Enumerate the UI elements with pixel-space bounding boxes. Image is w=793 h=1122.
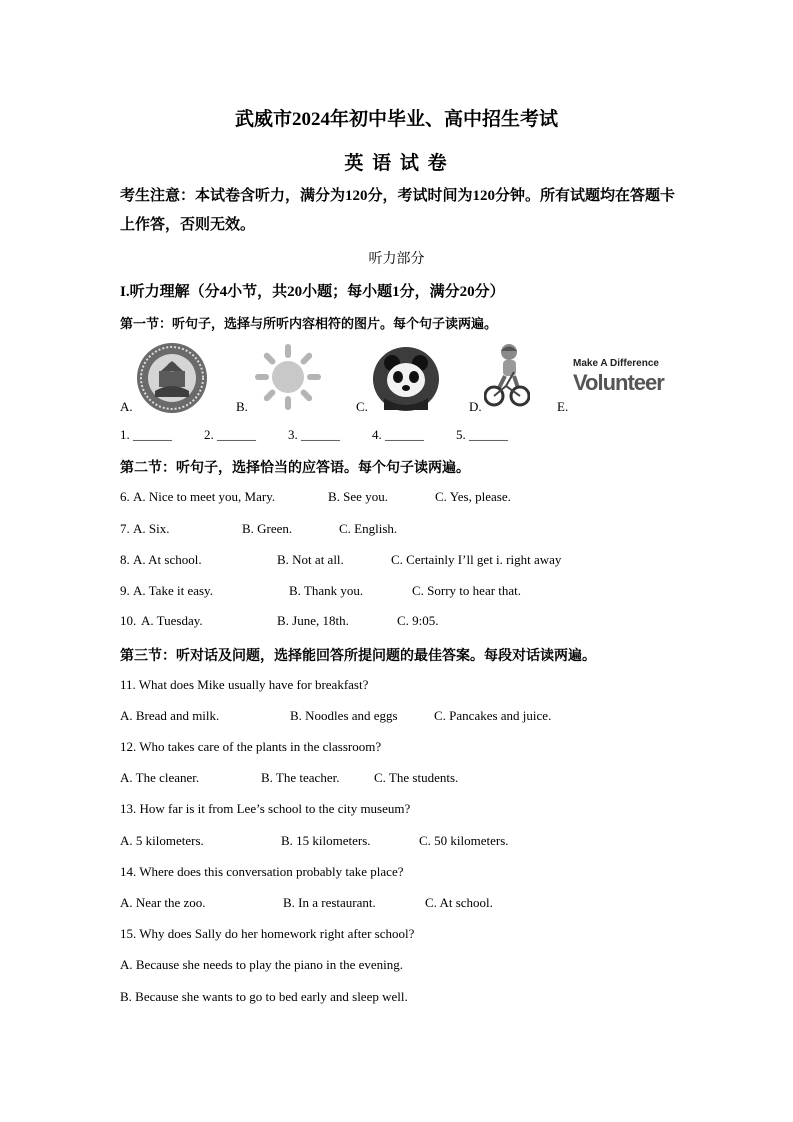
answer-blank-5[interactable]: 5. ______ [456,427,508,442]
question-text: 15. Why does Sally do her homework right after school? [120,926,415,941]
option-c[interactable]: C. Yes, please. [435,489,511,504]
option-c[interactable]: C. 9:05. [397,613,439,628]
option-a[interactable]: A. Nice to meet you, Mary. [133,489,276,504]
question-number: 9. [120,583,130,598]
section1-title: 第一节：听句子，选择与所听内容相符的图片。每个句子读两遍。 [120,316,498,331]
picture-label-a: A. [120,399,133,414]
option-b[interactable]: B. Green. [242,521,293,536]
question-text: 11. What does Mike usually have for breakfast? [120,677,369,692]
section3-title: 第三节：听对话及问题，选择能回答所提问题的最佳答案。每段对话读两遍。 [120,649,596,664]
answer-blank-1[interactable]: 1. ______ [120,427,172,442]
option-b[interactable]: B. Thank you. [289,583,364,598]
option-a[interactable]: A. At school. [133,552,202,567]
option-b[interactable]: B. In a restaurant. [283,895,376,910]
volunteer-logo-word: Volunteer [573,370,664,395]
option-c[interactable]: C. Certainly I’ll get i. right away [391,552,562,567]
volunteer-logo-tagline: Make A Difference [573,358,659,369]
option-c[interactable]: C. At school. [425,895,493,910]
option-b[interactable]: B. 15 kilometers. [281,833,371,848]
answer-blank-3[interactable]: 3. ______ [288,427,340,442]
option-c[interactable]: C. Sorry to hear that. [412,583,522,598]
option-a[interactable]: A. Tuesday. [141,613,203,628]
question-number: 6. [120,489,130,504]
option-a[interactable]: A. Near the zoo. [120,895,206,910]
option-c[interactable]: C. The students. [374,770,459,785]
option-a[interactable]: A. Because she needs to play the piano in the evening. [120,957,404,972]
option-c[interactable]: C. 50 kilometers. [419,833,509,848]
question-number: 7. [120,521,130,536]
question-number: 10. [120,613,137,628]
option-b[interactable]: B. The teacher. [261,770,340,785]
option-b[interactable]: B. Not at all. [277,552,344,567]
exam-title: 武威市2024年初中毕业、高中招生考试 [234,109,558,130]
question-text: 13. How far is it from Lee’s school to the city museum? [120,801,411,816]
option-b[interactable]: B. See you. [328,489,388,504]
sun-icon [253,342,323,412]
option-b[interactable]: B. Noodles and eggs [290,708,398,723]
option-a[interactable]: A. Bread and milk. [120,708,220,723]
option-a[interactable]: A. Six. [133,521,170,536]
option-a[interactable]: A. The cleaner. [120,770,200,785]
section2-title: 第二节：听句子，选择恰当的应答语。每个句子读两遍。 [120,461,470,476]
section-i-title: I.听力理解（分4小节，共20小题；每小题1分，满分20分） [120,284,505,300]
option-b[interactable]: B. June, 18th. [277,613,349,628]
volunteer-logo-icon [573,358,665,410]
picture-label-d: D. [469,399,482,414]
seal-emblem-icon [135,341,209,415]
question-text: 12. Who takes care of the plants in the classroom? [120,739,382,754]
option-a[interactable]: A. 5 kilometers. [120,833,204,848]
listening-part-title: 听力部分 [368,252,425,267]
picture-label-b: B. [236,399,248,414]
option-b[interactable]: B. Because she wants to go to bed early and sleep well. [120,989,408,1004]
answer-blank-2[interactable]: 2. ______ [204,427,256,442]
question-number: 8. [120,552,130,567]
answer-blank-4[interactable]: 4. ______ [372,427,424,442]
option-a[interactable]: A. Take it easy. [133,583,213,598]
option-c[interactable]: C. Pancakes and juice. [434,708,552,723]
picture-label-e: E. [557,399,569,414]
option-c[interactable]: C. English. [339,521,398,536]
question-text: 14. Where does this conversation probably take place? [120,864,404,879]
exam-notice: 考生注意：本试卷含听力，满分为120分，考试时间为120分钟。所有试题均在答题卡上作答，否则无效。 [120,188,676,233]
panda-icon [372,346,440,412]
picture-label-c: C. [356,399,368,414]
exam-subtitle: 英 语 试 卷 [344,153,449,174]
cyclist-icon [484,342,530,408]
